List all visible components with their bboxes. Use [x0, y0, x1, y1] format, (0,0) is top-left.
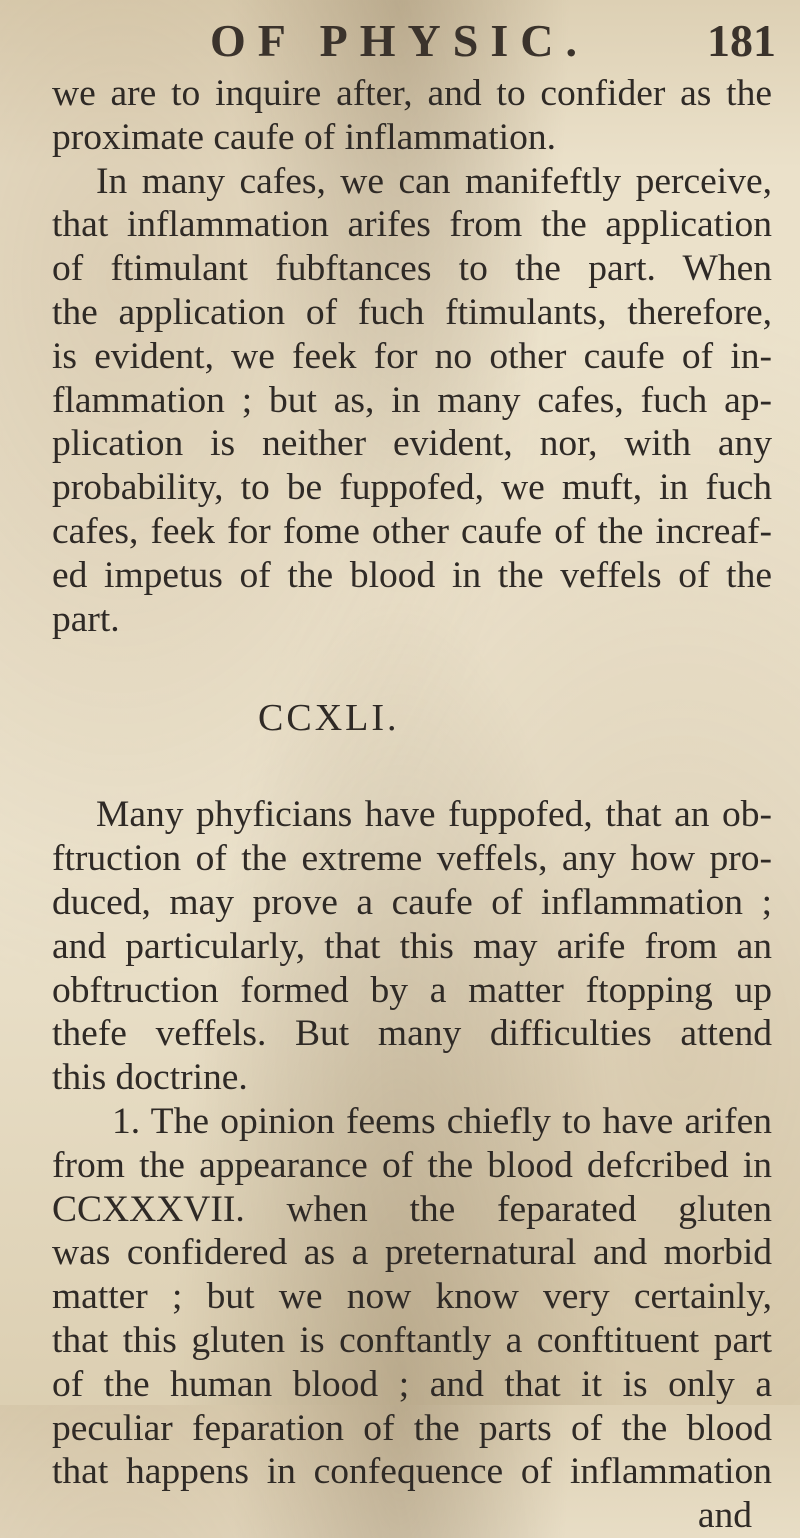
text-line: probability, to be fuppofed, we muft, in fuch: [52, 467, 772, 509]
text-line: that inflammation arifes from the application: [52, 204, 772, 246]
page-number: 181: [707, 15, 776, 66]
body-text: [52, 72, 772, 1538]
text-line: that happens in confequence of inflammation: [52, 1451, 772, 1493]
catchword: and: [697, 1495, 752, 1537]
text-line: of ftimulant fubftances to the part. When: [52, 248, 772, 290]
running-head: [0, 14, 800, 70]
text-line: is evident, we feek for no other caufe of in-: [52, 335, 772, 377]
text-line: proximate caufe of inflammation.: [52, 116, 556, 158]
text-line: Many phyficians have fuppofed, that an ob-: [96, 794, 772, 836]
section-heading: CCXLI.: [258, 697, 400, 740]
text-line: of the human blood ; and that it is only a: [52, 1363, 772, 1405]
text-line: flammation ; but as, in many cafes, fuch ap-: [52, 379, 772, 421]
text-line: part.: [52, 598, 120, 640]
text-line: thefe veffels. But many difficulties attend: [52, 1013, 772, 1055]
text-line: CCXXXVII. when the feparated gluten: [52, 1188, 772, 1230]
text-line: peculiar feparation of the parts of the blood: [52, 1407, 772, 1449]
text-line: duced, may prove a caufe of inflammation ;: [52, 881, 772, 923]
text-line: cafes, feek for fome other caufe of the increaf-: [52, 510, 772, 552]
text-line: we are to inquire after, and to confider as the: [52, 73, 772, 114]
text-line: from the appearance of the blood defcribed in: [52, 1144, 772, 1186]
text-line: matter ; but we now know very certainly,: [52, 1276, 772, 1318]
text-line: plication is neither evident, nor, with any: [52, 423, 772, 465]
running-head-title: OF PHYSIC.: [210, 15, 589, 66]
text-line: obftruction formed by a matter ftopping up: [52, 969, 772, 1011]
text-line: the application of fuch ftimulants, therefore,: [52, 291, 772, 333]
text-line: 1. The opinion feems chiefly to have arifen: [112, 1100, 772, 1142]
text-line: In many cafes, we can manifeftly perceive,: [96, 160, 772, 202]
text-line: ftruction of the extreme veffels, any how pro-: [52, 838, 772, 880]
text-line: ed impetus of the blood in the veffels of the: [52, 554, 772, 596]
text-line: and particularly, that this may arife from an: [52, 925, 772, 967]
text-line: was confidered as a preternatural and morbid: [52, 1232, 772, 1274]
text-line: that this gluten is conftantly a conftituent part: [52, 1319, 772, 1361]
text-line: this doctrine.: [52, 1057, 248, 1099]
